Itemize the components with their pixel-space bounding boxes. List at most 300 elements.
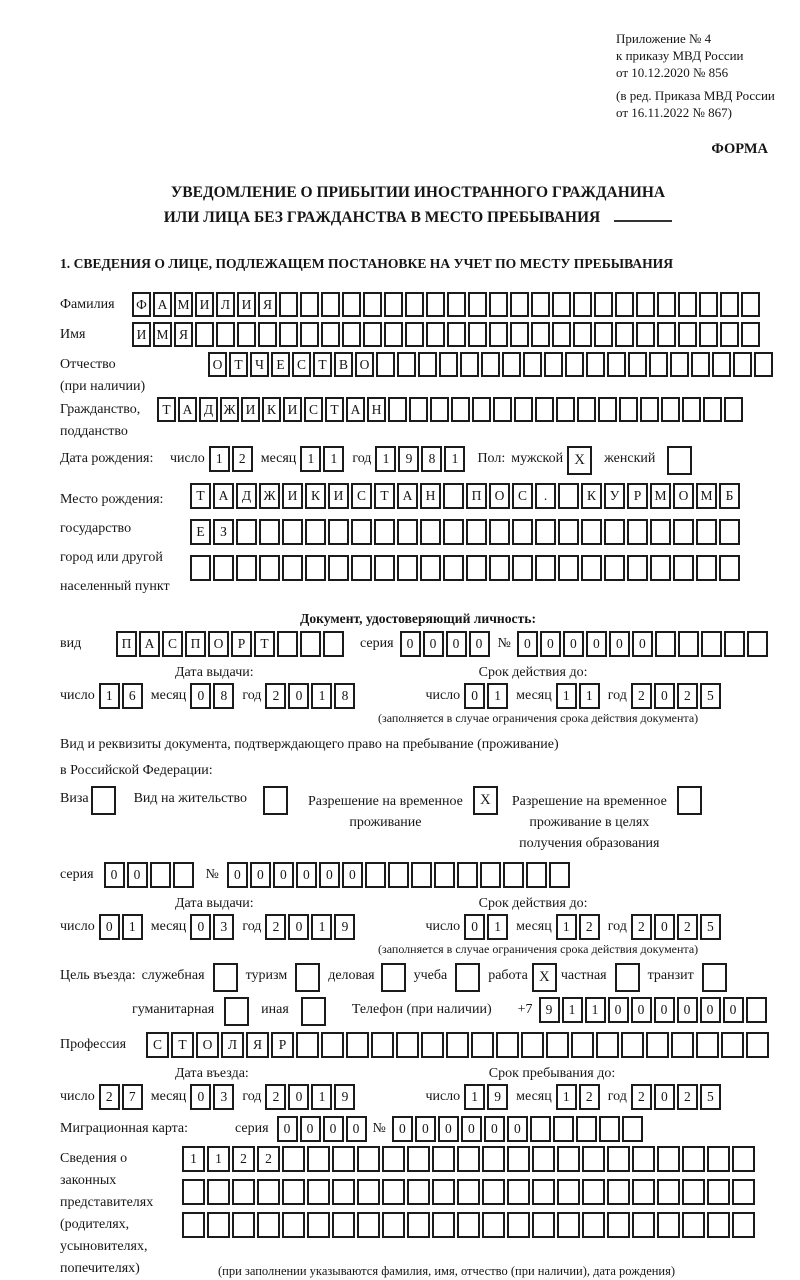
cell[interactable]	[420, 555, 441, 581]
cell[interactable]: 1	[311, 1084, 332, 1110]
cell[interactable]	[607, 1212, 630, 1238]
cell[interactable]	[682, 1179, 705, 1205]
cell[interactable]	[573, 292, 592, 317]
cell[interactable]: А	[213, 483, 234, 509]
cell[interactable]	[535, 555, 556, 581]
cell[interactable]: 2	[232, 1146, 255, 1172]
legal-reps-row-1-input[interactable]	[182, 1146, 757, 1172]
cell[interactable]: 0	[461, 1116, 482, 1142]
cell[interactable]: И	[328, 483, 349, 509]
cell[interactable]	[443, 483, 464, 509]
cell[interactable]	[397, 352, 416, 377]
cell[interactable]: 0	[540, 631, 561, 657]
cell[interactable]: Т	[157, 397, 176, 422]
cell[interactable]: А	[397, 483, 418, 509]
cell[interactable]	[615, 292, 634, 317]
cell[interactable]	[514, 397, 533, 422]
cell[interactable]	[502, 352, 521, 377]
cell[interactable]	[434, 862, 455, 888]
cell[interactable]: 0	[190, 683, 211, 709]
entry-month[interactable]	[190, 1084, 236, 1110]
cell[interactable]: 0	[277, 1116, 298, 1142]
cell[interactable]: Е	[271, 352, 290, 377]
cell[interactable]: 1	[209, 446, 230, 472]
cell[interactable]	[150, 862, 171, 888]
doc-valid-day[interactable]	[464, 683, 510, 709]
cell[interactable]	[640, 397, 659, 422]
cell[interactable]	[724, 397, 743, 422]
cell[interactable]	[701, 631, 722, 657]
cell[interactable]: 0	[677, 997, 698, 1023]
cell[interactable]: 0	[654, 683, 675, 709]
cell[interactable]: 0	[586, 631, 607, 657]
cell[interactable]	[460, 352, 479, 377]
cell[interactable]	[207, 1179, 230, 1205]
cell[interactable]	[655, 631, 676, 657]
cell[interactable]	[232, 1212, 255, 1238]
cell[interactable]	[707, 1146, 730, 1172]
cell[interactable]	[720, 292, 739, 317]
cell[interactable]: 2	[579, 914, 600, 940]
purpose-business-checkbox[interactable]	[381, 963, 406, 992]
cell[interactable]	[741, 292, 760, 317]
cell[interactable]: 0	[464, 914, 485, 940]
cell[interactable]	[482, 1179, 505, 1205]
cell[interactable]: 1	[556, 683, 577, 709]
cell[interactable]	[489, 292, 508, 317]
cell[interactable]: 1	[207, 1146, 230, 1172]
cell[interactable]	[471, 1032, 494, 1058]
cell[interactable]: 0	[346, 1116, 367, 1142]
cell[interactable]	[305, 555, 326, 581]
cell[interactable]	[357, 1146, 380, 1172]
cell[interactable]	[482, 1212, 505, 1238]
cell[interactable]: 1	[556, 1084, 577, 1110]
cell[interactable]: 2	[631, 1084, 652, 1110]
cell[interactable]	[432, 1212, 455, 1238]
cell[interactable]: Р	[271, 1032, 294, 1058]
cell[interactable]: 1	[182, 1146, 205, 1172]
cell[interactable]	[342, 322, 361, 347]
cell[interactable]	[558, 519, 579, 545]
cell[interactable]	[558, 555, 579, 581]
cell[interactable]: Н	[420, 483, 441, 509]
cell[interactable]: 0	[608, 997, 629, 1023]
cell[interactable]	[712, 352, 731, 377]
cell[interactable]: 0	[392, 1116, 413, 1142]
cell[interactable]	[622, 1116, 643, 1142]
cell[interactable]	[732, 1179, 755, 1205]
cell[interactable]: 0	[300, 1116, 321, 1142]
doc-series-input[interactable]	[400, 631, 492, 657]
cell[interactable]	[696, 519, 717, 545]
cell[interactable]: 0	[319, 862, 340, 888]
cell[interactable]	[552, 322, 571, 347]
cell[interactable]	[678, 292, 697, 317]
cell[interactable]: 0	[464, 683, 485, 709]
birth-place-row-2-input[interactable]	[190, 519, 742, 545]
cell[interactable]: 1	[585, 997, 606, 1023]
cell[interactable]	[307, 1146, 330, 1172]
cell[interactable]	[556, 397, 575, 422]
cell[interactable]: Я	[258, 292, 277, 317]
cell[interactable]: О	[208, 352, 227, 377]
cell[interactable]	[388, 397, 407, 422]
cell[interactable]	[557, 1146, 580, 1172]
cell[interactable]	[619, 397, 638, 422]
gender-male-checkbox[interactable]: X	[567, 446, 592, 475]
cell[interactable]: 3	[213, 1084, 234, 1110]
cell[interactable]	[510, 292, 529, 317]
cell[interactable]: 2	[265, 683, 286, 709]
cell[interactable]	[673, 555, 694, 581]
cell[interactable]	[397, 519, 418, 545]
cell[interactable]: 2	[631, 683, 652, 709]
cell[interactable]	[396, 1032, 419, 1058]
cell[interactable]: Я	[174, 322, 193, 347]
cell[interactable]	[691, 352, 710, 377]
cell[interactable]	[646, 1032, 669, 1058]
cell[interactable]	[207, 1212, 230, 1238]
cell[interactable]: А	[178, 397, 197, 422]
cell[interactable]	[682, 1146, 705, 1172]
cell[interactable]	[388, 862, 409, 888]
cell[interactable]: М	[153, 322, 172, 347]
cell[interactable]: 0	[190, 1084, 211, 1110]
cell[interactable]	[346, 1032, 369, 1058]
cell[interactable]	[457, 862, 478, 888]
cell[interactable]: 5	[700, 1084, 721, 1110]
cell[interactable]: Н	[367, 397, 386, 422]
cell[interactable]	[282, 519, 303, 545]
cell[interactable]: 0	[507, 1116, 528, 1142]
cell[interactable]	[696, 555, 717, 581]
purpose-private-checkbox[interactable]	[615, 963, 640, 992]
cell[interactable]: 1	[487, 683, 508, 709]
cell[interactable]: 9	[334, 914, 355, 940]
cell[interactable]	[503, 862, 524, 888]
cell[interactable]: 1	[311, 683, 332, 709]
citizenship-input[interactable]	[157, 397, 745, 422]
cell[interactable]	[754, 352, 773, 377]
cell[interactable]	[421, 1032, 444, 1058]
cell[interactable]: Т	[313, 352, 332, 377]
cell[interactable]	[549, 862, 570, 888]
cell[interactable]: Ж	[259, 483, 280, 509]
cell[interactable]: Ф	[132, 292, 151, 317]
cell[interactable]: О	[673, 483, 694, 509]
stay-until-year[interactable]	[631, 1084, 723, 1110]
entry-day[interactable]	[99, 1084, 145, 1110]
cell[interactable]: Р	[627, 483, 648, 509]
cell[interactable]	[305, 519, 326, 545]
cell[interactable]: А	[153, 292, 172, 317]
cell[interactable]	[586, 352, 605, 377]
cell[interactable]	[489, 322, 508, 347]
purpose-humanitarian-checkbox[interactable]	[224, 997, 249, 1026]
cell[interactable]	[671, 1032, 694, 1058]
cell[interactable]: 5	[700, 683, 721, 709]
cell[interactable]	[510, 322, 529, 347]
cell[interactable]	[557, 1179, 580, 1205]
cell[interactable]	[489, 519, 510, 545]
cell[interactable]	[523, 352, 542, 377]
cell[interactable]	[405, 292, 424, 317]
cell[interactable]: 0	[323, 1116, 344, 1142]
cell[interactable]	[682, 1212, 705, 1238]
stay-issue-day[interactable]	[99, 914, 145, 940]
cell[interactable]: 0	[296, 862, 317, 888]
cell[interactable]	[439, 352, 458, 377]
cell[interactable]: 1	[579, 683, 600, 709]
cell[interactable]	[382, 1146, 405, 1172]
cell[interactable]	[604, 555, 625, 581]
cell[interactable]	[577, 397, 596, 422]
cell[interactable]	[581, 555, 602, 581]
cell[interactable]	[446, 1032, 469, 1058]
cell[interactable]: И	[132, 322, 151, 347]
cell[interactable]: К	[305, 483, 326, 509]
cell[interactable]: Т	[254, 631, 275, 657]
cell[interactable]	[321, 292, 340, 317]
cell[interactable]	[719, 519, 740, 545]
stay-series-input[interactable]	[104, 862, 196, 888]
cell[interactable]	[632, 1212, 655, 1238]
cell[interactable]	[468, 322, 487, 347]
cell[interactable]: 0	[654, 1084, 675, 1110]
cell[interactable]: В	[334, 352, 353, 377]
cell[interactable]	[699, 322, 718, 347]
cell[interactable]	[371, 1032, 394, 1058]
cell[interactable]: 0	[446, 631, 467, 657]
cell[interactable]	[649, 352, 668, 377]
cell[interactable]: 8	[421, 446, 442, 472]
cell[interactable]: 1	[375, 446, 396, 472]
cell[interactable]	[607, 1179, 630, 1205]
cell[interactable]	[257, 1179, 280, 1205]
cell[interactable]	[282, 555, 303, 581]
cell[interactable]: С	[351, 483, 372, 509]
cell[interactable]	[277, 631, 298, 657]
cell[interactable]: П	[116, 631, 137, 657]
cell[interactable]	[581, 519, 602, 545]
cell[interactable]	[661, 397, 680, 422]
cell[interactable]	[407, 1146, 430, 1172]
cell[interactable]: Т	[229, 352, 248, 377]
cell[interactable]	[732, 1212, 755, 1238]
temp-residence-checkbox[interactable]: X	[473, 786, 498, 815]
cell[interactable]	[657, 1212, 680, 1238]
cell[interactable]	[195, 322, 214, 347]
cell[interactable]	[426, 292, 445, 317]
cell[interactable]	[721, 1032, 744, 1058]
cell[interactable]	[384, 322, 403, 347]
cell[interactable]	[332, 1212, 355, 1238]
cell[interactable]	[650, 519, 671, 545]
edu-residence-checkbox[interactable]	[677, 786, 702, 815]
cell[interactable]	[546, 1032, 569, 1058]
cell[interactable]: 2	[677, 683, 698, 709]
cell[interactable]	[282, 1212, 305, 1238]
stay-valid-year[interactable]	[631, 914, 723, 940]
cell[interactable]	[673, 519, 694, 545]
cell[interactable]: К	[581, 483, 602, 509]
cell[interactable]	[682, 397, 701, 422]
cell[interactable]	[409, 397, 428, 422]
cell[interactable]	[351, 555, 372, 581]
cell[interactable]: 1	[300, 446, 321, 472]
cell[interactable]	[719, 555, 740, 581]
cell[interactable]: 5	[700, 914, 721, 940]
cell[interactable]	[418, 352, 437, 377]
residence-permit-checkbox[interactable]	[263, 786, 288, 815]
cell[interactable]: 0	[342, 862, 363, 888]
cell[interactable]	[746, 997, 767, 1023]
doc-kind-input[interactable]	[116, 631, 346, 657]
cell[interactable]: 0	[654, 997, 675, 1023]
cell[interactable]	[332, 1179, 355, 1205]
cell[interactable]	[531, 322, 550, 347]
cell[interactable]	[342, 292, 361, 317]
cell[interactable]	[621, 1032, 644, 1058]
cell[interactable]	[531, 292, 550, 317]
cell[interactable]	[607, 1146, 630, 1172]
cell[interactable]	[532, 1146, 555, 1172]
cell[interactable]	[182, 1179, 205, 1205]
cell[interactable]: 1	[311, 914, 332, 940]
cell[interactable]	[173, 862, 194, 888]
cell[interactable]	[632, 1179, 655, 1205]
cell[interactable]	[582, 1179, 605, 1205]
cell[interactable]	[582, 1212, 605, 1238]
stay-issue-month[interactable]	[190, 914, 236, 940]
cell[interactable]: 1	[99, 683, 120, 709]
cell[interactable]: 0	[632, 631, 653, 657]
cell[interactable]	[216, 322, 235, 347]
cell[interactable]: 2	[257, 1146, 280, 1172]
cell[interactable]	[598, 397, 617, 422]
stay-until-day[interactable]	[464, 1084, 510, 1110]
cell[interactable]: 0	[517, 631, 538, 657]
cell[interactable]: 0	[190, 914, 211, 940]
purpose-study-checkbox[interactable]	[455, 963, 480, 992]
cell[interactable]: 0	[631, 997, 652, 1023]
cell[interactable]	[328, 555, 349, 581]
cell[interactable]: 0	[415, 1116, 436, 1142]
cell[interactable]	[607, 352, 626, 377]
cell[interactable]	[707, 1212, 730, 1238]
cell[interactable]	[512, 519, 533, 545]
cell[interactable]: З	[213, 519, 234, 545]
cell[interactable]	[457, 1212, 480, 1238]
cell[interactable]	[282, 1146, 305, 1172]
cell[interactable]: 0	[609, 631, 630, 657]
mk-series-input[interactable]	[277, 1116, 369, 1142]
stay-valid-day[interactable]	[464, 914, 510, 940]
cell[interactable]: .	[535, 483, 556, 509]
cell[interactable]: Т	[325, 397, 344, 422]
cell[interactable]	[565, 352, 584, 377]
profession-input[interactable]	[146, 1032, 771, 1058]
cell[interactable]: И	[282, 483, 303, 509]
cell[interactable]	[466, 555, 487, 581]
cell[interactable]: С	[146, 1032, 169, 1058]
cell[interactable]	[650, 555, 671, 581]
cell[interactable]	[628, 352, 647, 377]
purpose-transit-checkbox[interactable]	[702, 963, 727, 992]
cell[interactable]: Б	[719, 483, 740, 509]
cell[interactable]	[657, 1179, 680, 1205]
cell[interactable]: 1	[122, 914, 143, 940]
cell[interactable]	[512, 555, 533, 581]
purpose-work-checkbox[interactable]: X	[532, 963, 557, 992]
cell[interactable]	[376, 352, 395, 377]
cell[interactable]	[466, 519, 487, 545]
cell[interactable]: 2	[265, 914, 286, 940]
cell[interactable]: С	[512, 483, 533, 509]
cell[interactable]: Т	[171, 1032, 194, 1058]
cell[interactable]	[535, 397, 554, 422]
birth-year-input[interactable]	[375, 446, 467, 472]
cell[interactable]	[741, 322, 760, 347]
cell[interactable]	[443, 555, 464, 581]
cell[interactable]	[576, 1116, 597, 1142]
cell[interactable]: 1	[487, 914, 508, 940]
cell[interactable]: 0	[563, 631, 584, 657]
cell[interactable]	[374, 555, 395, 581]
cell[interactable]	[363, 292, 382, 317]
cell[interactable]	[258, 322, 277, 347]
cell[interactable]	[190, 555, 211, 581]
cell[interactable]: Р	[231, 631, 252, 657]
cell[interactable]	[530, 1116, 551, 1142]
cell[interactable]	[615, 322, 634, 347]
cell[interactable]	[594, 322, 613, 347]
cell[interactable]	[558, 483, 579, 509]
cell[interactable]: 9	[334, 1084, 355, 1110]
cell[interactable]	[236, 519, 257, 545]
doc-valid-year[interactable]	[631, 683, 723, 709]
cell[interactable]	[571, 1032, 594, 1058]
cell[interactable]	[447, 292, 466, 317]
cell[interactable]: 1	[444, 446, 465, 472]
cell[interactable]: М	[650, 483, 671, 509]
cell[interactable]: Д	[199, 397, 218, 422]
cell[interactable]	[237, 322, 256, 347]
cell[interactable]	[365, 862, 386, 888]
cell[interactable]	[707, 1179, 730, 1205]
cell[interactable]	[481, 352, 500, 377]
cell[interactable]: 2	[232, 446, 253, 472]
cell[interactable]: 0	[723, 997, 744, 1023]
cell[interactable]: К	[262, 397, 281, 422]
cell[interactable]	[420, 519, 441, 545]
cell[interactable]	[300, 292, 319, 317]
cell[interactable]	[493, 397, 512, 422]
birth-month-input[interactable]	[300, 446, 346, 472]
cell[interactable]	[457, 1146, 480, 1172]
cell[interactable]	[457, 1179, 480, 1205]
cell[interactable]: С	[304, 397, 323, 422]
cell[interactable]: Л	[216, 292, 235, 317]
cell[interactable]: 2	[631, 914, 652, 940]
cell[interactable]	[257, 1212, 280, 1238]
cell[interactable]: С	[292, 352, 311, 377]
surname-input[interactable]	[132, 292, 762, 317]
cell[interactable]	[296, 1032, 319, 1058]
cell[interactable]	[411, 862, 432, 888]
cell[interactable]	[480, 862, 501, 888]
